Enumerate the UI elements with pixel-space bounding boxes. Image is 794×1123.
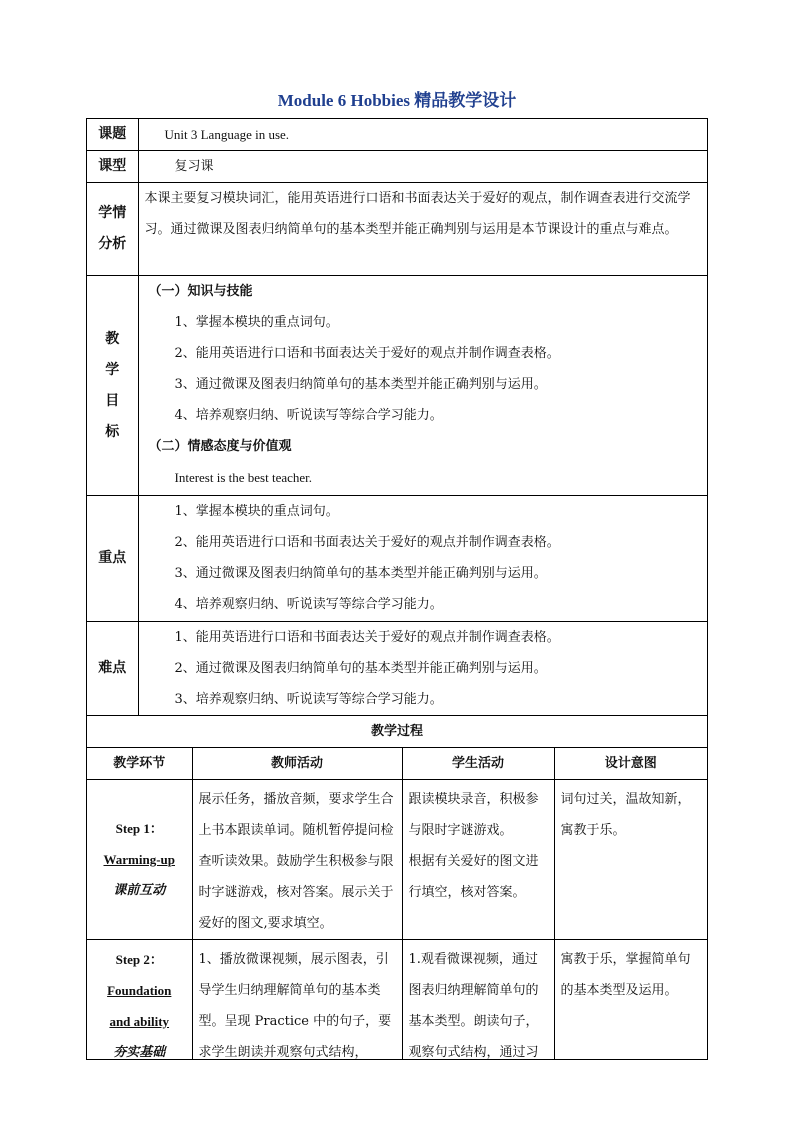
label-xueqing (87, 183, 138, 276)
section-attitude: （二）情感态度与价值观 (148, 439, 292, 454)
value-keti: Unit 3 Language in use. (138, 119, 707, 151)
list-item: 2、能用英语进行口语和书面表达关于爱好的观点并制作调查表格。 (174, 346, 560, 361)
row-xueqing (87, 183, 707, 276)
step-number: Step 1： (115, 821, 163, 836)
label-mubiao (87, 276, 138, 496)
section-knowledge: （一）知识与技能 (148, 284, 253, 299)
list-item: 1、掌握本模块的重点词句。 (174, 315, 339, 330)
step-cell (87, 940, 192, 1061)
info-table (87, 119, 707, 716)
list-item: 2、能用英语进行口语和书面表达关于爱好的观点并制作调查表格。 (174, 535, 560, 550)
step-name: Warming-up (103, 852, 175, 867)
design-intent: 词句过关，温故知新，寓教于乐。 (554, 780, 707, 940)
student-activity: 1.观看微课视频，通过图表归纳理解简单句的基本类型。朗读句子，观察句式结构，通过习 (402, 940, 554, 1061)
process-heading: 教学过程 (87, 716, 707, 748)
table-row (87, 780, 707, 940)
teacher-activity: 1、播放微课视频，展示图表，引导学生归纳理解简单句的基本类型。呈现 Practice 中的句子，要求学生朗读并观察句式结构， (192, 940, 402, 1061)
label-keti: 课题 (87, 119, 138, 151)
list-item: 3、通过微课及图表归纳简单句的基本类型并能正确判别与运用。 (174, 377, 547, 392)
step-number: Step 2： (115, 952, 163, 967)
process-header-row (87, 748, 707, 780)
page-title: Module 6 Hobbies 精品教学设计 (277, 91, 517, 110)
row-keti (87, 119, 707, 151)
label-mubiao-char: 学 (105, 361, 120, 378)
student-activity-line: 根据有关爱好的图文进行填空，核对答案。 (408, 854, 539, 900)
lesson-plan-table (86, 118, 708, 1060)
list-item: 2、通过微课及图表归纳简单句的基本类型并能正确判别与运用。 (174, 661, 547, 676)
value-zhongdian (138, 496, 707, 622)
step-cn: 课前互动 (113, 883, 166, 898)
value-nandian (138, 622, 707, 716)
student-activity-line: 跟读模块录音，积极参与限时字谜游戏。 (408, 792, 539, 838)
list-item: 4、培养观察归纳、听说读写等综合学习能力。 (174, 408, 443, 423)
design-intent: 寓教于乐，掌握简单句的基本类型及运用。 (554, 940, 707, 1061)
col-header: 学生活动 (402, 748, 554, 780)
value-mubiao (138, 276, 707, 496)
teacher-activity: 展示任务，播放音频，要求学生合上书本跟读单词。随机暂停提问检查听读效果。鼓励学生积极参与限时字谜游戏，核对答案。展示关于爱好的图文,要求填空。 (192, 780, 402, 940)
value-kexing: 复习课 (138, 151, 707, 183)
list-item: 3、培养观察归纳、听说读写等综合学习能力。 (174, 692, 443, 707)
row-nandian (87, 622, 707, 716)
table-row (87, 940, 707, 1061)
label-xueqing-line2: 分析 (98, 236, 127, 252)
step-name: and ability (109, 1014, 170, 1029)
list-item: 4、培养观察归纳、听说读写等综合学习能力。 (174, 597, 443, 612)
label-mubiao-char: 标 (105, 423, 120, 440)
section-attitude-text: Interest is the best teacher. (174, 470, 313, 485)
list-item: 1、能用英语进行口语和书面表达关于爱好的观点并制作调查表格。 (174, 630, 560, 645)
label-kexing: 课型 (87, 151, 138, 183)
value-xueqing: 本课主要复习模块词汇，能用英语进行口语和书面表达关于爱好的观点，制作调查表进行交流学习。通过微课及图表归纳简单句的基本类型并能正确判别与运用是本节课设计的重点与难点。 (138, 183, 707, 276)
process-heading-row (87, 716, 707, 748)
list-item: 1、掌握本模块的重点词句。 (174, 504, 339, 519)
row-mubiao (87, 276, 707, 496)
row-kexing (87, 151, 707, 183)
col-header: 教师活动 (192, 748, 402, 780)
col-header: 设计意图 (554, 748, 707, 780)
student-activity (402, 780, 554, 940)
step-cell (87, 780, 192, 940)
label-mubiao-char: 目 (105, 392, 120, 409)
label-mubiao-char: 教 (105, 330, 120, 347)
process-table (87, 716, 707, 1060)
label-zhongdian: 重点 (87, 496, 138, 622)
col-header: 教学环节 (87, 748, 192, 780)
label-nandian: 难点 (87, 622, 138, 716)
list-item: 3、通过微课及图表归纳简单句的基本类型并能正确判别与运用。 (174, 566, 547, 581)
step-name: Foundation (107, 983, 172, 998)
step-cn: 夯实基础 (113, 1045, 166, 1060)
label-xueqing-line1: 学情 (98, 205, 127, 221)
row-zhongdian (87, 496, 707, 622)
